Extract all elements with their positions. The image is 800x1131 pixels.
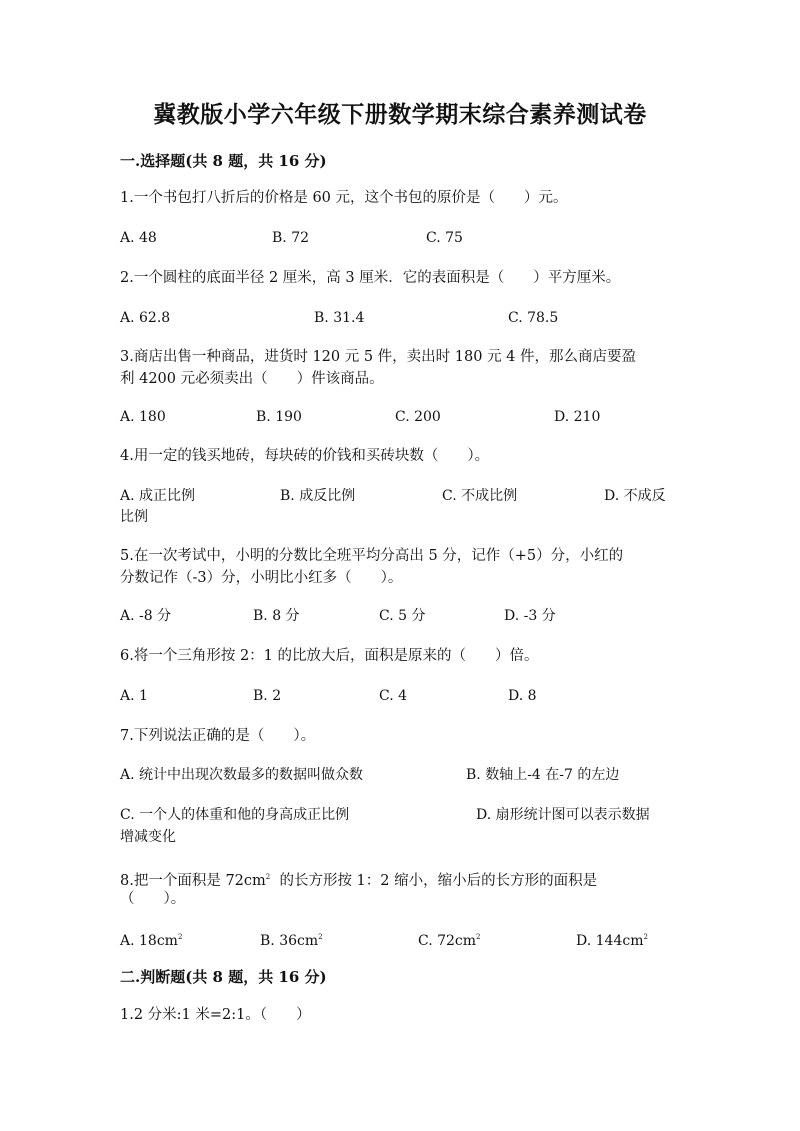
question-5-options <box>120 605 680 627</box>
page-title: 冀教版小学六年级下册数学期末综合素养测试卷 <box>153 101 647 128</box>
option-d[interactable]: D. -3 分 <box>504 608 556 624</box>
judgement-1: 1.2 分米:1 米=2:1。（ ） <box>120 1007 311 1023</box>
option-c[interactable]: C. $72cm^2$ <box>418 933 481 949</box>
question-8-text-b: 的长方形按 1：2 缩小，缩小后的长方形的面积是 <box>279 873 598 889</box>
question-3-line-1: 3.商店出售一种商品，进货时 120 元 5 件，卖出时 180 元 4 件，那么商店要盈 <box>120 349 637 365</box>
question-5-line-2: 分数记作（-3）分，小明比小红多（ ）。 <box>120 570 403 586</box>
question-6-options <box>120 685 680 707</box>
question-5-line-1: 5.在一次考试中，小明的分数比全班平均分高出 5 分，记作（+5）分，小红的 <box>120 548 624 564</box>
question-7-options-row-2 <box>120 804 680 826</box>
section-heading-judgement: 二.判断题(共 8 题，共 16 分) <box>120 968 327 986</box>
option-b[interactable]: B. 成反比例 <box>280 488 356 504</box>
option-a[interactable]: A. 48 <box>120 230 157 246</box>
option-a[interactable]: A. 180 <box>120 409 166 425</box>
option-b[interactable]: B. 2 <box>253 688 282 704</box>
question-8-options <box>120 926 680 948</box>
option-a[interactable]: A. $18cm^2$ <box>120 933 183 949</box>
question-7: 7.下列说法正确的是（ ）。 <box>120 728 316 744</box>
question-3-options <box>120 406 680 428</box>
question-4-option-d-wrap: 比例 <box>120 509 148 525</box>
question-4: 4.用一定的钱买地砖，每块砖的价钱和买砖块数（ ）。 <box>120 448 490 464</box>
option-d[interactable]: D. 不成反 <box>604 488 666 504</box>
option-c[interactable]: C. 78.5 <box>508 310 559 326</box>
option-c[interactable]: C. 5 分 <box>379 608 426 624</box>
option-a[interactable]: A. 62.8 <box>120 310 171 326</box>
option-b[interactable]: B. 8 分 <box>253 608 300 624</box>
option-c[interactable]: C. 一个人的体重和他的身高成正比例 <box>120 807 350 823</box>
question-2-options <box>120 307 680 329</box>
option-a[interactable]: A. 成正比例 <box>120 488 196 504</box>
option-b[interactable]: B. 31.4 <box>314 310 365 326</box>
option-c[interactable]: C. 75 <box>426 230 463 246</box>
option-d[interactable]: D. 210 <box>554 409 601 425</box>
unit-superscript: 2 <box>265 873 271 881</box>
question-2: 2.一个圆柱的底面半径 2 厘米，高 3 厘米．它的表面积是（ ）平方厘米。 <box>120 270 621 286</box>
option-d[interactable]: D. 8 <box>508 688 537 704</box>
question-4-options <box>120 485 680 507</box>
option-b[interactable]: B. 数轴上-4 在-7 的左边 <box>466 767 620 783</box>
question-1-options <box>120 227 680 249</box>
option-c[interactable]: C. 不成比例 <box>442 488 518 504</box>
question-8-line-2: （ ）。 <box>120 891 186 907</box>
option-b[interactable]: B. 190 <box>256 409 302 425</box>
option-c[interactable]: C. 4 <box>379 688 408 704</box>
option-a[interactable]: A. -8 分 <box>120 608 172 624</box>
option-b[interactable]: B. 72 <box>272 230 310 246</box>
question-6: 6.将一个三角形按 2：1 的比放大后，面积是原来的（ ）倍。 <box>120 648 539 664</box>
question-7-options-row-1 <box>120 764 680 786</box>
option-c[interactable]: C. 200 <box>395 409 441 425</box>
option-d[interactable]: D. 扇形统计图可以表示数据 <box>476 807 650 823</box>
question-8-text-a: 8.把一个面积是 72cm <box>120 873 266 889</box>
question-3-line-2: 利 4200 元必须卖出（ ）件该商品。 <box>120 371 384 387</box>
question-1: 1.一个书包打八折后的价格是 60 元，这个书包的原价是（ ）元。 <box>120 190 568 206</box>
option-a[interactable]: A. 1 <box>120 688 148 704</box>
option-d[interactable]: D. $144cm^2$ <box>576 933 648 949</box>
section-heading-choice: 一.选择题(共 8 题，共 16 分) <box>120 152 327 170</box>
option-a[interactable]: A. 统计中出现次数最多的数据叫做众数 <box>120 767 364 783</box>
question-7-option-d-wrap: 增减变化 <box>120 829 176 845</box>
option-b[interactable]: B. $36cm^2$ <box>260 933 323 949</box>
